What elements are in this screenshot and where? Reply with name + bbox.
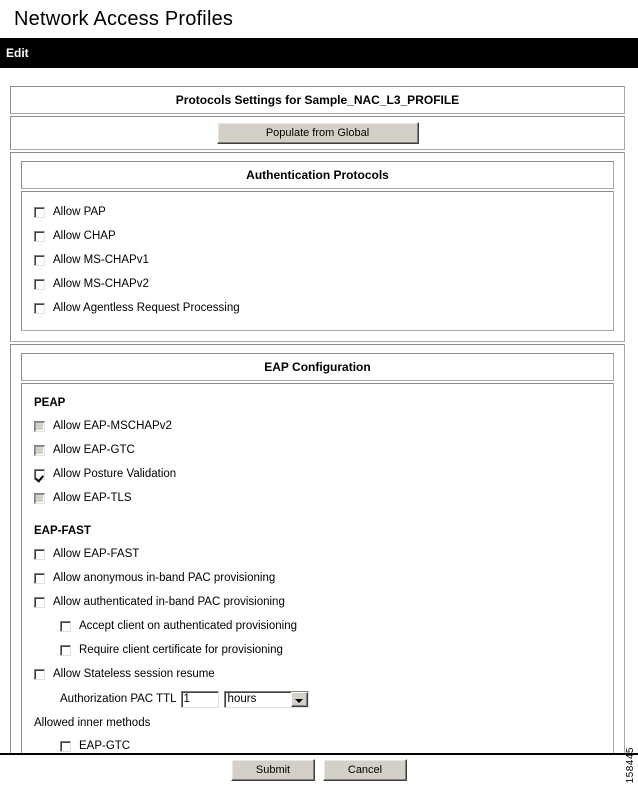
checkbox-row-allow-pap[interactable] <box>32 200 603 224</box>
authentication-protocols-title: Authentication Protocols <box>22 162 613 188</box>
checkbox-row-allow-eap-tls <box>32 486 603 510</box>
protocols-settings-title: Protocols Settings for Sample_NAC_L3_PROFILE <box>11 87 624 113</box>
checkbox-accept-client-on-authenticated-provisioning[interactable] <box>60 621 71 632</box>
checkbox-require-client-certificate-for-provisioning[interactable] <box>60 645 71 656</box>
checkbox-allow-eap-tls <box>34 493 45 504</box>
checkbox-row-allow-ms-chapv2[interactable] <box>32 272 603 296</box>
eap-configuration-list-panel <box>21 383 614 769</box>
populate-button-panel <box>10 116 625 150</box>
populate-from-global-button[interactable]: Populate from Global <box>217 122 419 144</box>
authorization-pac-ttl-row <box>32 686 603 712</box>
figure-number: 158445 <box>625 746 636 783</box>
action-bar <box>0 38 638 68</box>
checkbox-row-allow-authenticated-inband-pac-provisioning[interactable] <box>32 590 603 614</box>
checkbox-allow-eap-mschapv2 <box>34 421 45 432</box>
checkbox-row-allow-stateless-session-resume[interactable] <box>32 662 603 686</box>
label-accept-client-on-authenticated-provisioning: Accept client on authenticated provisioning <box>79 620 298 632</box>
checkbox-allow-authenticated-inband-pac-provisioning[interactable] <box>34 597 45 608</box>
checkbox-row-allow-anonymous-inband-pac-provisioning[interactable] <box>32 566 603 590</box>
authentication-protocols-inner <box>21 161 614 189</box>
label-allow-chap: Allow CHAP <box>53 230 116 242</box>
checkbox-allow-posture-validation[interactable] <box>34 469 45 480</box>
authentication-protocols-list-panel <box>21 191 614 331</box>
label-allow-eap-fast: Allow EAP-FAST <box>53 548 140 560</box>
checkbox-allow-ms-chapv1[interactable] <box>34 255 45 266</box>
label-authorization-pac-ttl: Authorization PAC TTL <box>60 693 177 705</box>
checkbox-row-allow-agentless-request-processing[interactable] <box>32 296 603 320</box>
cancel-button[interactable]: Cancel <box>323 759 407 781</box>
checkbox-allow-stateless-session-resume[interactable] <box>34 669 45 680</box>
checkbox-allow-anonymous-inband-pac-provisioning[interactable] <box>34 573 45 584</box>
label-allow-pap: Allow PAP <box>53 206 106 218</box>
label-inner-method-eap-gtc: EAP-GTC <box>79 740 131 752</box>
checkbox-allow-eap-fast[interactable] <box>34 549 45 560</box>
authentication-protocols-body <box>11 153 624 341</box>
checkbox-row-allow-posture-validation[interactable] <box>32 462 603 486</box>
checkbox-allow-chap[interactable] <box>34 231 45 242</box>
authentication-protocols-list <box>22 192 613 330</box>
populate-button-row <box>11 117 624 149</box>
checkbox-row-allow-eap-fast[interactable] <box>32 542 603 566</box>
eap-configuration-list <box>22 384 613 768</box>
group-heading-peap: PEAP <box>34 397 66 409</box>
eap-configuration-inner <box>21 353 614 381</box>
input-authorization-pac-ttl[interactable] <box>181 691 219 708</box>
checkbox-allow-ms-chapv2[interactable] <box>34 279 45 290</box>
checkbox-row-require-client-certificate-for-provisioning[interactable] <box>32 638 603 662</box>
group-heading-eap-fast: EAP-FAST <box>34 525 91 537</box>
group-spacer <box>32 510 603 520</box>
page-title: Network Access Profiles <box>14 8 234 30</box>
checkbox-allow-pap[interactable] <box>34 207 45 218</box>
label-allow-agentless-request-processing: Allow Agentless Request Processing <box>53 302 240 314</box>
label-allow-posture-validation: Allow Posture Validation <box>53 468 177 480</box>
label-allow-ms-chapv2: Allow MS-CHAPv2 <box>53 278 149 290</box>
protocols-settings-panel <box>10 86 625 114</box>
label-allow-eap-tls: Allow EAP-TLS <box>53 492 132 504</box>
checkbox-allow-agentless-request-processing[interactable] <box>34 303 45 314</box>
content-area <box>0 68 638 780</box>
authentication-protocols-panel <box>10 152 625 342</box>
eap-configuration-title: EAP Configuration <box>22 354 613 380</box>
label-require-client-certificate-for-provisioning: Require client certificate for provisioning <box>79 644 283 656</box>
checkbox-row-allow-eap-mschapv2 <box>32 414 603 438</box>
label-allowed-inner-methods: Allowed inner methods <box>34 717 151 729</box>
checkbox-row-allow-eap-gtc <box>32 438 603 462</box>
label-allow-eap-mschapv2: Allow EAP-MSCHAPv2 <box>53 420 172 432</box>
eap-configuration-panel <box>10 344 625 780</box>
checkbox-row-accept-client-on-authenticated-provisioning[interactable] <box>32 614 603 638</box>
checkbox-allow-eap-gtc <box>34 445 45 456</box>
submit-button[interactable]: Submit <box>231 759 315 781</box>
label-allow-authenticated-inband-pac-provisioning: Allow authenticated in-band PAC provisioning <box>53 596 285 608</box>
checkbox-row-allow-chap[interactable] <box>32 224 603 248</box>
checkbox-inner-method-eap-gtc[interactable] <box>60 741 71 752</box>
label-allow-anonymous-inband-pac-provisioning: Allow anonymous in-band PAC provisioning <box>53 572 276 584</box>
select-authorization-pac-ttl-unit[interactable] <box>224 691 309 708</box>
action-bar-label-edit[interactable]: Edit <box>6 46 29 60</box>
label-allow-stateless-session-resume: Allow Stateless session resume <box>53 668 215 680</box>
checkbox-row-allow-ms-chapv1[interactable] <box>32 248 603 272</box>
chevron-down-icon[interactable] <box>291 692 308 707</box>
label-allow-eap-gtc: Allow EAP-GTC <box>53 444 135 456</box>
label-allow-ms-chapv1: Allow MS-CHAPv1 <box>53 254 149 266</box>
eap-configuration-body <box>11 345 624 779</box>
footer-action-bar <box>0 753 638 785</box>
select-value-ttl-unit: hours <box>227 692 257 705</box>
